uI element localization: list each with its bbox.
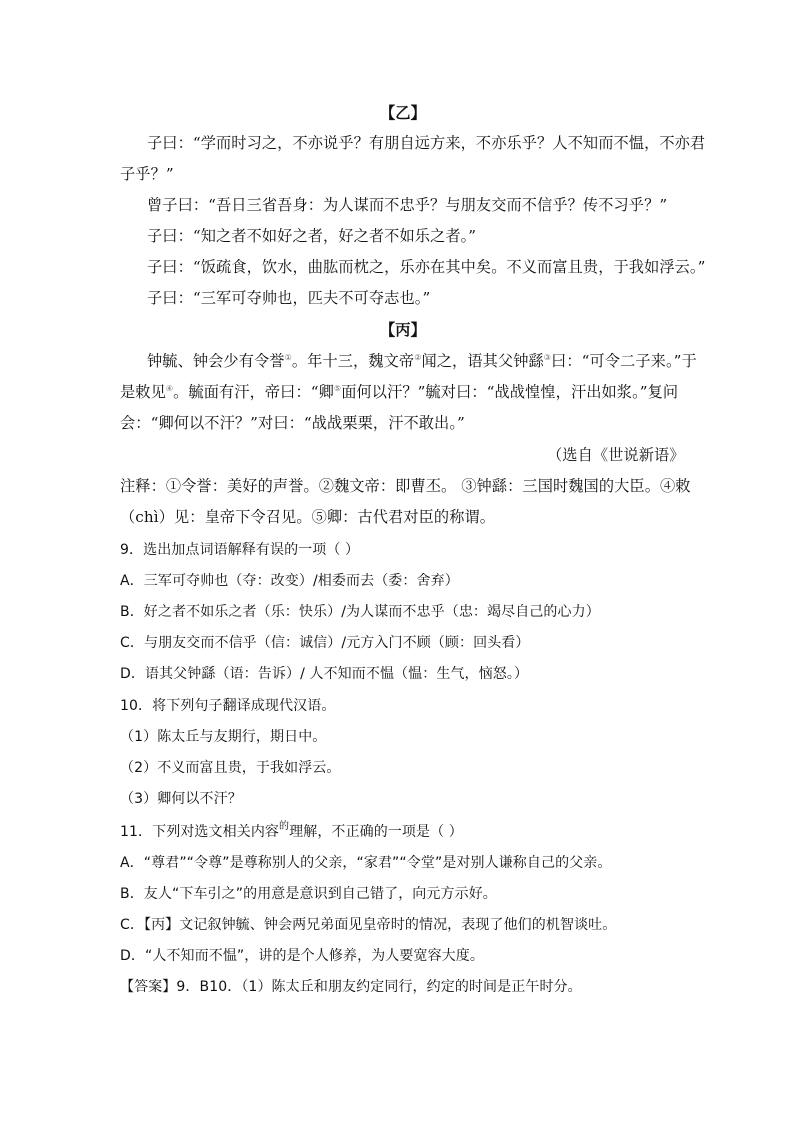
bing-line-1	[147, 351, 697, 371]
notes-line-2: （chì）见：皇帝下令召见。⑤卿：古代君对臣的称谓。	[120, 508, 496, 526]
yi-quote-3: 子曰：“知之者不如好之者，好之者不如乐之者。”	[147, 227, 477, 245]
q11-option-b: B．友人“下车引之”的用意是意识到自己错了，向元方示好。	[120, 886, 497, 902]
bing-text: 。毓面有汗，帝曰：“卿	[173, 383, 334, 401]
q9-option-a: A．三军可夺帅也（夺：改变）/相委而去（委：舍弃）	[120, 573, 459, 589]
bing-text: 面何以汗？”毓对曰：“战战惶惶，汗出如浆。”复问	[341, 383, 679, 401]
q10-item-1: （1）陈太丘与友期行，期日中。	[120, 729, 327, 745]
yi-quote-2: 曾子曰：“吾日三省吾身：为人谋而不忠乎？与朋友交而不信乎？传不习乎？”	[147, 196, 668, 214]
bing-source: （选自《世说新语》	[547, 446, 685, 464]
bing-text: 。年十三，魏文帝	[291, 352, 415, 370]
answer-label: 【答案】	[120, 979, 177, 995]
answer-text: 9．B10．（1）陈太丘和朋友约定同行，约定的时间是正午时分。	[176, 979, 582, 995]
bing-line-2	[120, 382, 678, 402]
q11-option-c: C．【丙】文记叙钟毓、钟会两兄弟面见皇帝时的情况，表现了他们的机智谈吐。	[120, 917, 617, 933]
footnote-marker: ③	[543, 353, 552, 362]
q9-stem: 9．选出加点词语解释有误的一项（ ）	[120, 542, 360, 558]
footnote-marker: ①	[284, 353, 292, 362]
yi-quote-1: 子曰：“学而时习之，不亦说乎？有朋自远方来，不亦乐乎？人不知而不愠，不亦君	[147, 134, 706, 152]
footnote-marker: ⑤	[333, 384, 342, 393]
bing-line-3: 会：“卿何以不汗？”对曰：“战战栗栗，汗不敢出。”	[120, 414, 465, 432]
footnote-marker: ④	[165, 384, 174, 393]
section-bing-title: 【丙】	[380, 321, 426, 339]
footnote-marker: ②	[414, 353, 422, 362]
q11-stem-part: 理解，不正确的一项是（ ）	[289, 824, 463, 840]
q10-item-3: （3）卿何以不汗？	[120, 791, 242, 807]
section-yi-title: 【乙】	[380, 104, 426, 122]
bing-text: 曰：“可令二子来。”于	[551, 352, 697, 370]
notes-line-1: 注释：①令誉：美好的声誉。②魏文帝：即曹丕。 ③钟繇：三国时魏国的大臣。④敕	[120, 477, 691, 495]
yi-quote-5: 子曰：“三军可夺帅也，匹夫不可夺志也。”	[147, 289, 431, 307]
yi-quote-1-cont: 子乎？”	[120, 165, 174, 183]
q11-stem-part: 的	[279, 821, 290, 832]
bing-text: 钟毓、钟会少有令誉	[147, 352, 285, 370]
q10-item-2: （2）不义而富且贵，于我如浮云。	[120, 760, 341, 776]
bing-text: 是敕见	[120, 383, 166, 401]
q11-stem	[120, 822, 463, 842]
q11-option-a: A．“尊君”“令尊”是尊称别人的父亲，“家君”“令堂”是对别人谦称自己的父亲。	[120, 855, 612, 871]
answer-line	[120, 977, 582, 997]
q9-option-c: C．与朋友交而不信乎（信：诚信）/元方入门不顾（顾：回头看）	[120, 635, 530, 651]
yi-quote-4: 子曰：“饭疏食，饮水，曲肱而枕之，乐亦在其中矣。不义而富且贵，于我如浮云。”	[147, 258, 706, 276]
bing-text: 闻之，语其父钟繇	[421, 352, 544, 370]
q9-option-b: B．好之者不如乐之者（乐：快乐）/为人谋而不忠乎（忠：竭尽自己的心力）	[120, 604, 600, 620]
q10-stem: 10．将下列句子翻译成现代汉语。	[120, 698, 336, 714]
q11-stem-part: 11．下列对选文相关内容	[120, 824, 280, 840]
q11-option-d: D．“人不知而不愠”，讲的是个人修养，为人要宽容大度。	[120, 948, 484, 964]
q9-option-d: D．语其父钟繇（语：告诉）/ 人不知而不愠（愠：生气，恼怒。）	[120, 666, 529, 682]
